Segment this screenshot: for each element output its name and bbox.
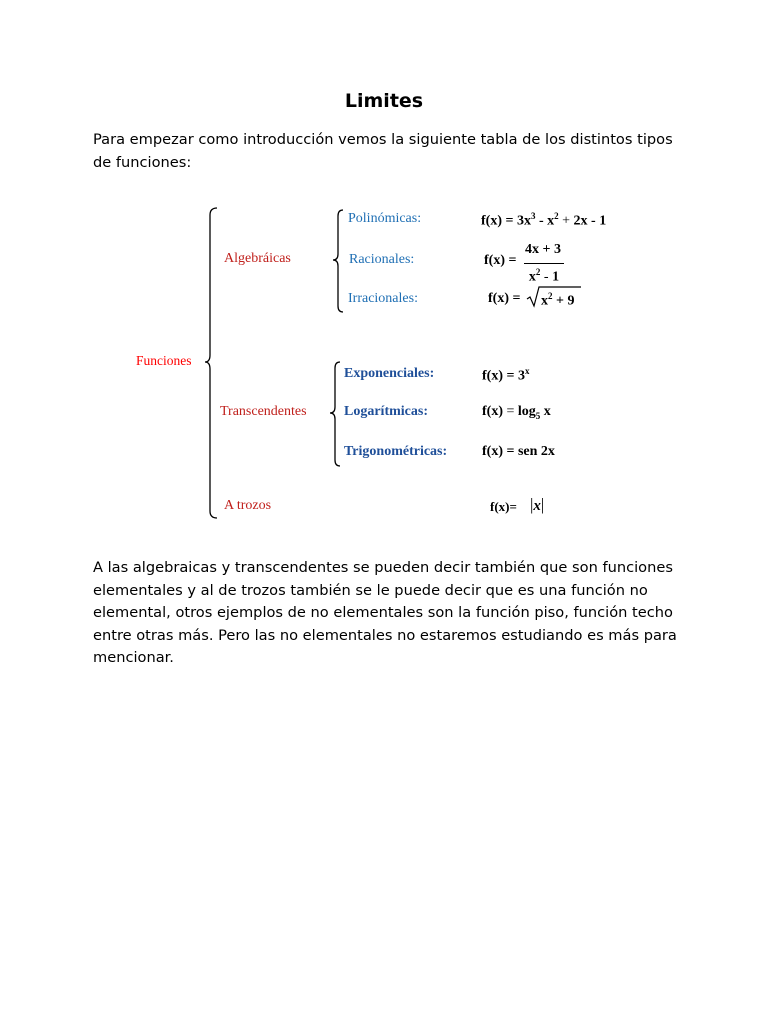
irracionales-label: Irracionales: bbox=[348, 291, 418, 306]
funciones-label: Funciones bbox=[136, 353, 192, 368]
racionales-denominator: $x^2 - 1$ bbox=[528, 267, 560, 285]
trigonometricas-label: Trigonométricas: bbox=[344, 444, 448, 459]
racionales-prefix: f(x) = bbox=[484, 253, 517, 268]
transcendentes-label: Transcendentes bbox=[220, 404, 307, 419]
irracionales-radicand: $x^2 + 9$ bbox=[541, 291, 575, 309]
polinomicas-label: Polinómicas: bbox=[348, 211, 422, 226]
logaritmicas-formula: $f(x) = \log_5 x$ bbox=[482, 404, 551, 421]
page-title: Limites bbox=[344, 90, 424, 112]
main-brace bbox=[205, 205, 225, 523]
intro-paragraph: Para empezar como introducción vemos la siguiente tabla de los distintos tipos de funciones: bbox=[93, 131, 673, 171]
transcendentes-brace bbox=[330, 360, 344, 468]
a-trozos-label: A trozos bbox=[224, 498, 272, 513]
abs-variable: x bbox=[533, 498, 541, 514]
a-trozos-prefix: f(x)= bbox=[490, 499, 517, 514]
trigonometricas-formula: f(x) = sen 2x bbox=[482, 444, 555, 459]
exponenciales-formula: $f(x) = 3^x$ bbox=[482, 366, 530, 384]
logaritmicas-label: Logarítmicas: bbox=[344, 404, 428, 419]
racionales-label: Racionales: bbox=[349, 252, 415, 267]
exponenciales-label: Exponenciales: bbox=[344, 366, 435, 381]
racionales-numerator: 4x + 3 bbox=[525, 242, 561, 257]
algebraicas-label: Algebráicas bbox=[224, 251, 291, 266]
fraction-bar bbox=[524, 263, 564, 264]
body-paragraph: A las algebraicas y transcendentes se pueden decir también que son funciones elementales y al de trozos también se le puede decir que es una función no elemental, otros ejemplos de no elementales son la función piso, función techo entre otras más. Pero las no elementales no estaremos estudiando es más para mencionar. bbox=[93, 559, 677, 666]
irracionales-prefix: f(x) = bbox=[488, 291, 521, 306]
algebraicas-brace bbox=[333, 208, 347, 314]
absolute-value: |x| bbox=[530, 495, 545, 514]
polinomicas-formula: $f(x) = 3x^3 - x^2 + 2x - 1$ bbox=[481, 211, 607, 229]
